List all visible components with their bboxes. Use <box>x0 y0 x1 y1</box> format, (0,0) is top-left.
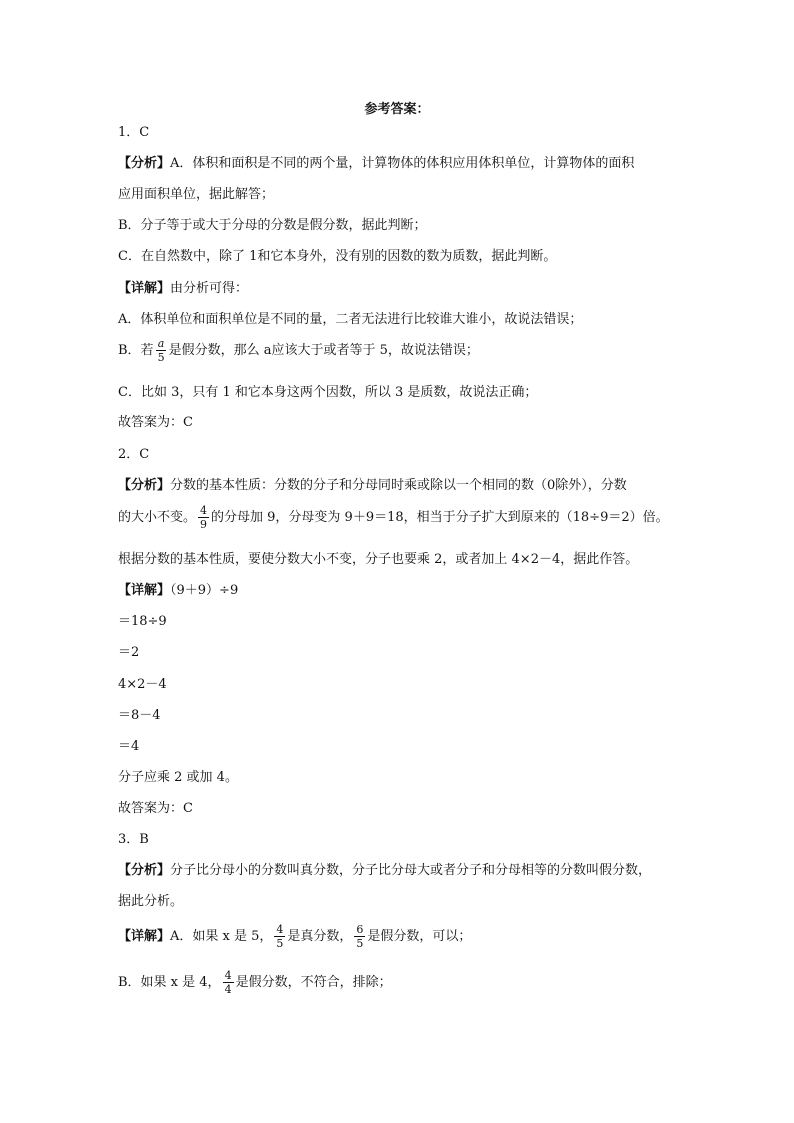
q2-answer: 故答案为：C <box>118 801 193 816</box>
detail-tag: 【详解】 <box>118 281 171 296</box>
fraction-4-over-9: $\frac{4}{9}$ <box>200 504 208 531</box>
q3-analysis-line-1: 【分析】分子比分母小的分数叫真分数，分子比分母大或者分子和分母相等的分数叫假分数， <box>118 863 652 878</box>
q1-answer: 故答案为：C <box>118 415 193 430</box>
page-title: 参考答案： <box>364 102 430 117</box>
q3-number: 3．B <box>118 832 149 847</box>
q2-number: 2．C <box>118 447 150 462</box>
analysis-tag: 【分析】 <box>118 156 171 171</box>
q1-detail-line-3: C．比如 3，只有 1 和它本身这两个因数，所以 3 是质数，故说法正确； <box>118 385 538 400</box>
q1-analysis-line-3: B．分子等于或大于分母的分数是假分数，据此判断； <box>118 218 427 233</box>
q1-detail-line-2: B．若 $\frac{a}{5}$ 是假分数，那么 a应该大于或者等于 5，故说法错误； <box>118 337 479 364</box>
q2-analysis-line-3: 根据分数的基本性质，要使分数大小不变，分子也要乘 2，或者加上 4×2－4，据此作答。 <box>118 552 639 567</box>
q2-analysis-line-1: 【分析】分数的基本性质：分数的分子和分母同时乘或除以一个相同的数（0除外），分数 <box>118 478 627 493</box>
fraction-4-over-4: $\frac{4}{4}$ <box>224 969 232 996</box>
q1-detail-line-0: 【详解】由分析可得： <box>118 281 249 296</box>
fraction-4-over-5: $\frac{4}{5}$ <box>276 923 284 950</box>
detail-tag: 【详解】 <box>118 929 171 944</box>
q3-detail-line-2: B．如果 x 是 4， $\frac{4}{4}$ 是假分数，不符合，排除； <box>118 969 392 996</box>
q1-analysis-line-4: C．在自然数中，除了 1和它本身外，没有别的因数的数为质数，据此判断。 <box>118 249 557 264</box>
analysis-tag: 【分析】 <box>118 863 171 878</box>
q2-detail-end: 分子应乘 2 或加 4。 <box>118 770 238 785</box>
q2-detail-line-0: 【详解】（9＋9）÷9 <box>118 583 239 598</box>
q2-step-2: ＝2 <box>118 645 140 660</box>
q1-analysis-line-2: 应用面积单位，据此解答； <box>118 187 275 202</box>
fraction-6-over-5: $\frac{6}{5}$ <box>356 923 364 950</box>
detail-tag: 【详解】 <box>118 583 171 598</box>
q2-analysis-line-2: 的大小不变。 $\frac{4}{9}$ 的分母加 9，分母变为 9＋9＝18，相当于分子扩大到原来的（18÷9＝2）倍。 <box>118 504 669 531</box>
q2-step-5: ＝4 <box>118 739 140 754</box>
fraction-a-over-5: $\frac{a}{5}$ <box>157 337 165 364</box>
q1-number: 1．C <box>118 125 150 140</box>
q1-detail-line-1: A．体积单位和面积单位是不同的量，二者无法进行比较谁大谁小，故说法错误； <box>118 312 583 327</box>
q1-analysis-line-1: 【分析】A．体积和面积是不同的两个量，计算物体的体积应用体积单位，计算物体的面积 <box>118 156 635 171</box>
q3-detail-line-1: 【详解】A．如果 x 是 5， $\frac{4}{5}$ 是真分数， $\frac{6}{5}$ 是假分数，可以； <box>118 923 472 950</box>
q2-step-1: ＝18÷9 <box>118 614 167 629</box>
analysis-tag: 【分析】 <box>118 478 171 493</box>
q2-step-4: ＝8－4 <box>118 708 161 723</box>
q2-step-3: 4×2－4 <box>118 677 167 692</box>
q3-analysis-line-2: 据此分析。 <box>118 894 184 909</box>
